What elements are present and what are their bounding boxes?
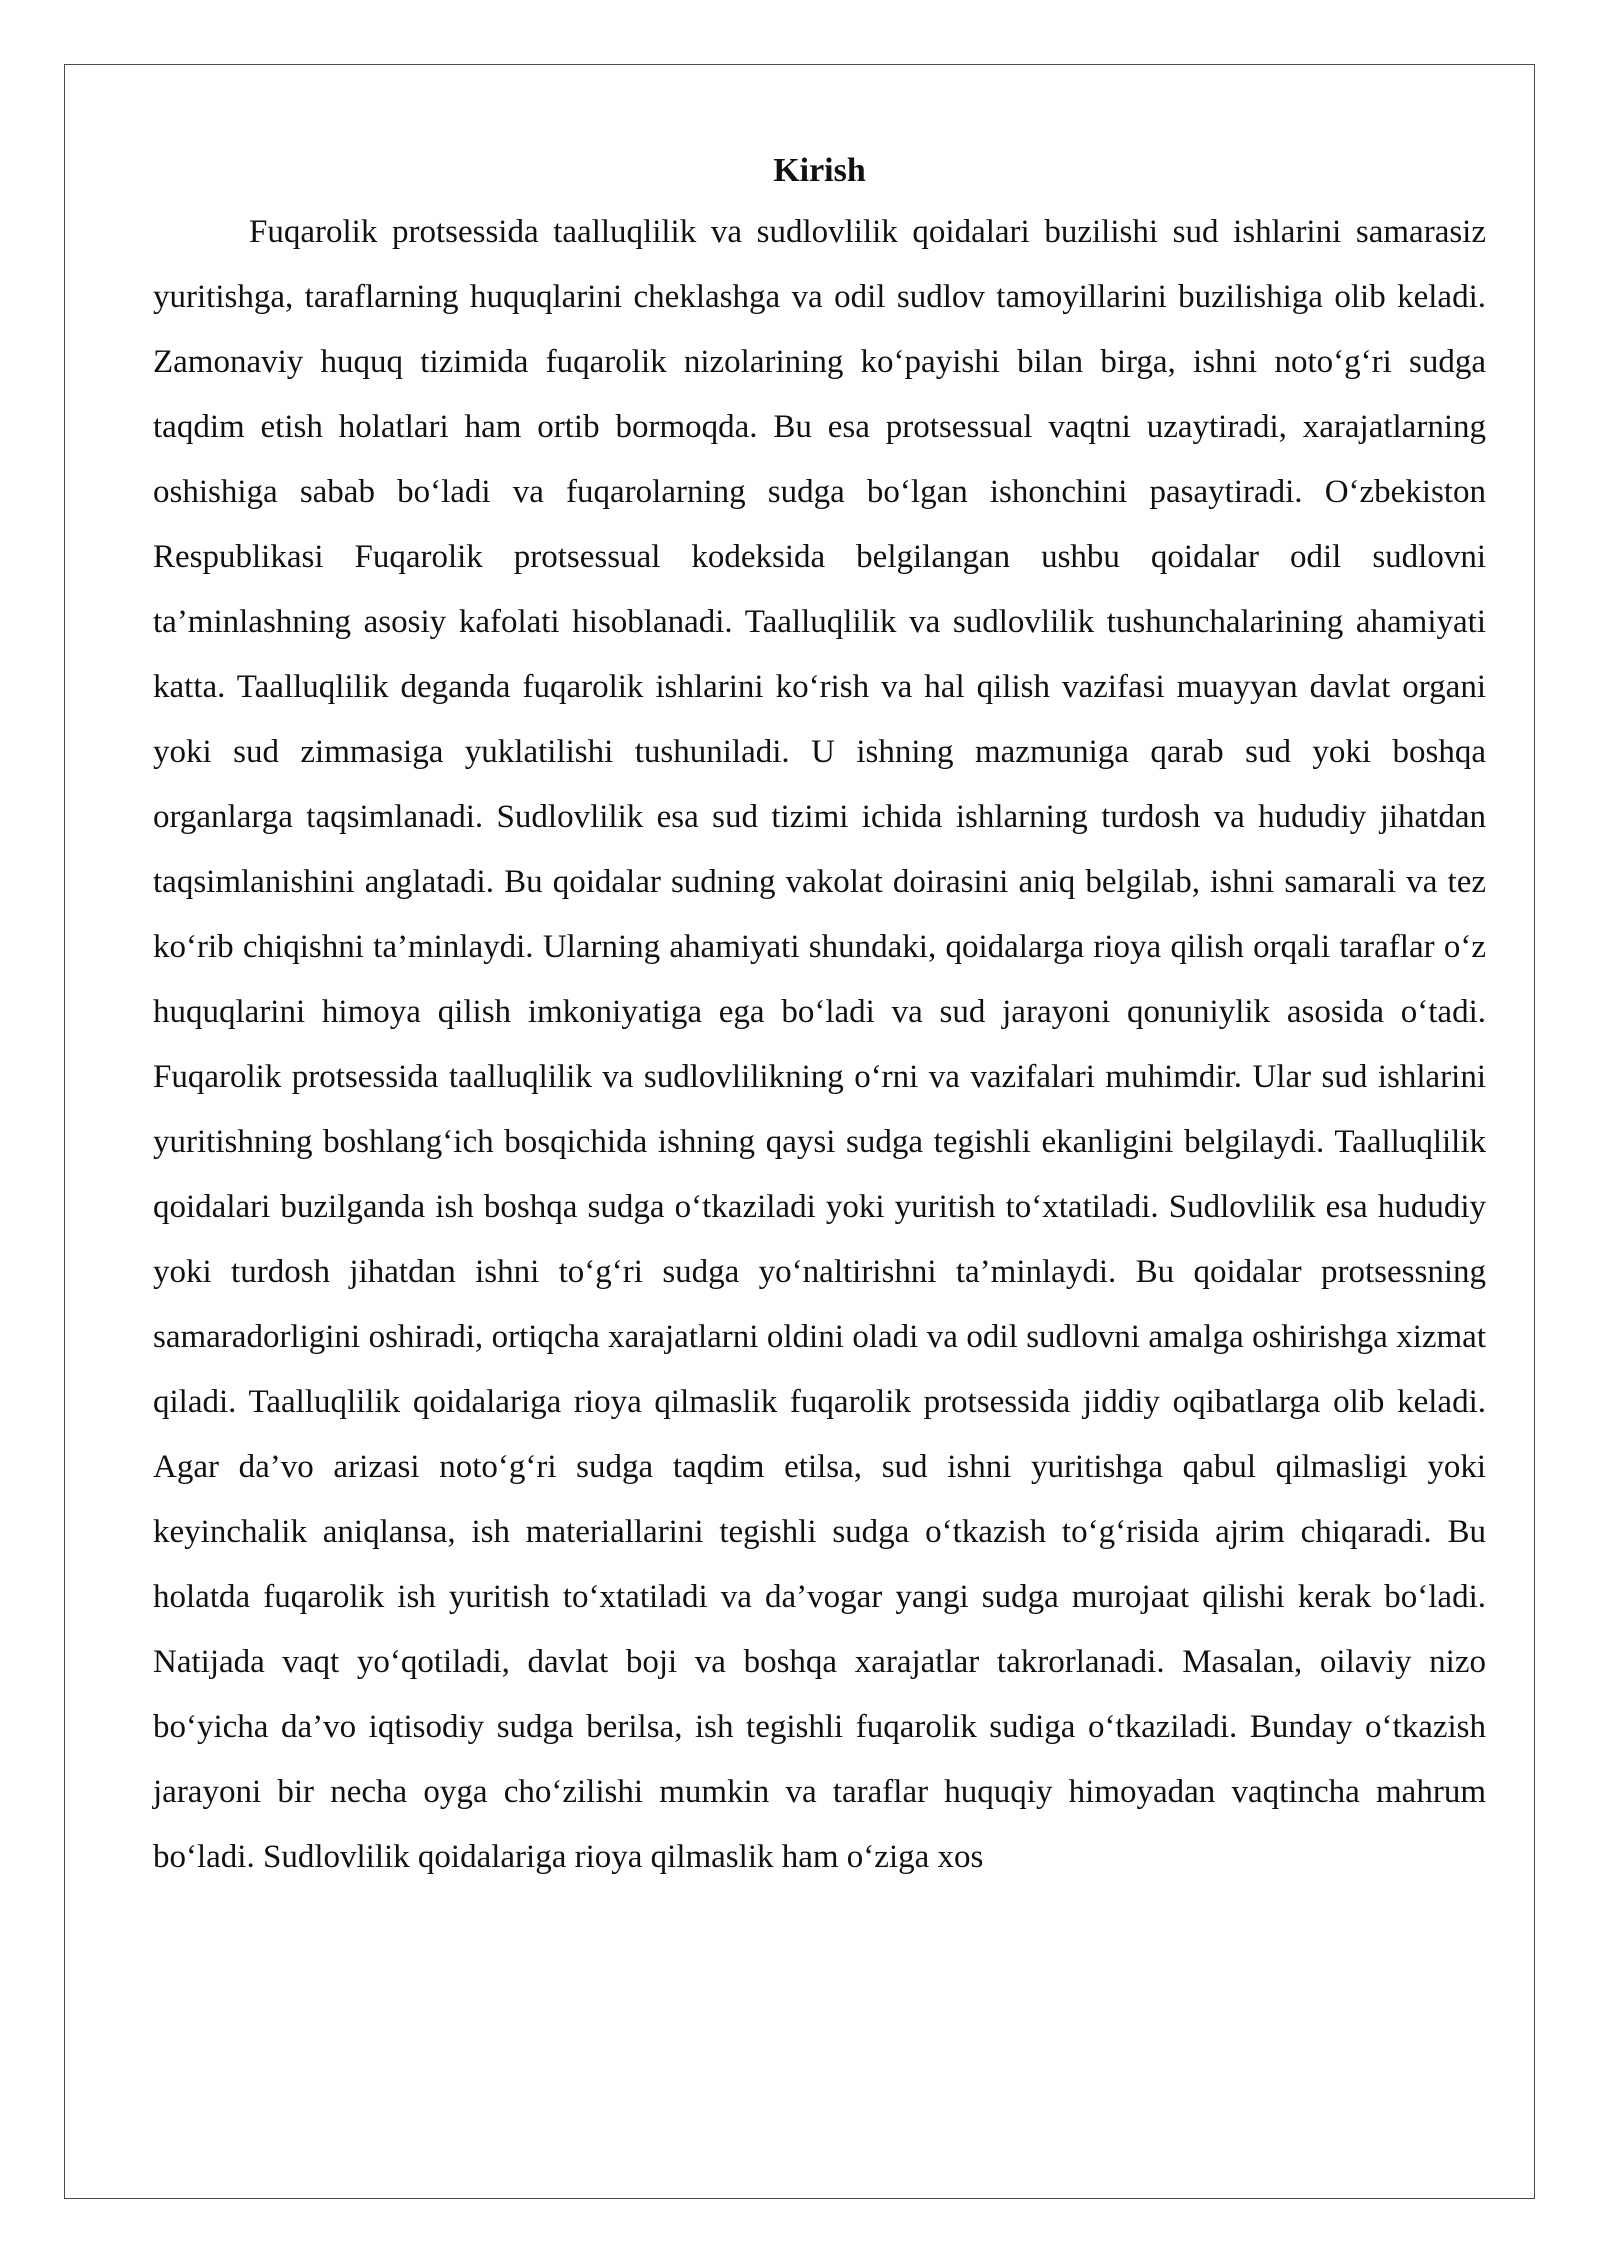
document-body <box>153 146 1486 1890</box>
body-paragraph: Fuqarolik protsessida taalluqlilik va sudlovlilik qoidalari buzilishi sud ishlarini samarasiz yuritishga, taraflarning huquqlarini cheklashga va odil sudlov tamoyillarini buzilishiga olib keladi. Zamonaviy huquq tizimida fuqarolik nizolarining ko‘payishi bilan birga, ishni noto‘g‘ri sudga taqdim etish holatlari ham ortib bormoqda. Bu esa protsessual vaqtni uzaytiradi, xarajatlarning oshishiga sabab bo‘ladi va fuqarolarning sudga bo‘lgan ishonchini pasaytiradi. O‘zbekiston Respublikasi Fuqarolik protsessual kodeksida belgilangan ushbu qoidalar odil sudlovni ta’minlashning asosiy kafolati hisoblanadi. Taalluqlilik va sudlovlilik tushunchalarining ahamiyati katta. Taalluqlilik deganda fuqarolik ishlarini ko‘rish va hal qilish vazifasi muayyan davlat organi yoki sud zimmasiga yuklatilishi tushuniladi. U ishning mazmuniga qarab sud yoki boshqa organlarga taqsimlanadi. Sudlovlilik esa sud tizimi ichida ishlarning turdosh va hududiy jihatdan taqsimlanishini anglatadi. Bu qoidalar sudning vakolat doirasini aniq belgilab, ishni samarali va tez ko‘rib chiqishni ta’minlaydi. Ularning ahamiyati shundaki, qoidalarga rioya qilish orqali taraflar o‘z huquqlarini himoya qilish imkoniyatiga ega bo‘ladi va sud jarayoni qonuniylik asosida o‘tadi. Fuqarolik protsessida taalluqlilik va sudlovlilikning o‘rni va vazifalari muhimdir. Ular sud ishlarini yuritishning boshlang‘ich bosqichida ishning qaysi sudga tegishli ekanligini belgilaydi. Taalluqlilik qoidalari buzilganda ish boshqa sudga o‘tkaziladi yoki yuritish to‘xtatiladi. Sudlovlilik esa hududiy yoki turdosh jihatdan ishni to‘g‘ri sudga yo‘naltirishni ta’minlaydi. Bu qoidalar protsessning samaradorligini oshiradi, ortiqcha xarajatlarni oldini oladi va odil sudlovni amalga oshirishga xizmat qiladi. Taalluqlilik qoidalariga rioya qilmaslik fuqarolik protsessida jiddiy oqibatlarga olib keladi. Agar da’vo arizasi noto‘g‘ri sudga taqdim etilsa, sud ishni yuritishga qabul qilmasligi yoki keyinchalik aniqlansa, ish materiallarini tegishli sudga o‘tkazish to‘g‘risida ajrim chiqaradi. Bu holatda fuqarolik ish yuritish to‘xtatiladi va da’vogar yangi sudga murojaat qilishi kerak bo‘ladi. Natijada vaqt yo‘qotiladi, davlat boji va boshqa xarajatlar takrorlanadi. Masalan, oilaviy nizo bo‘yicha da’vo iqtisodiy sudga berilsa, ish tegishli fuqarolik sudiga o‘tkaziladi. Bunday o‘tkazish jarayoni bir necha oyga cho‘zilishi mumkin va taraflar huquqiy himoyadan vaqtincha mahrum bo‘ladi. Sudlovlilik qoidalariga rioya qilmaslik ham o‘ziga xos <box>153 214 1486 1875</box>
document-title: Kirish <box>773 152 866 189</box>
